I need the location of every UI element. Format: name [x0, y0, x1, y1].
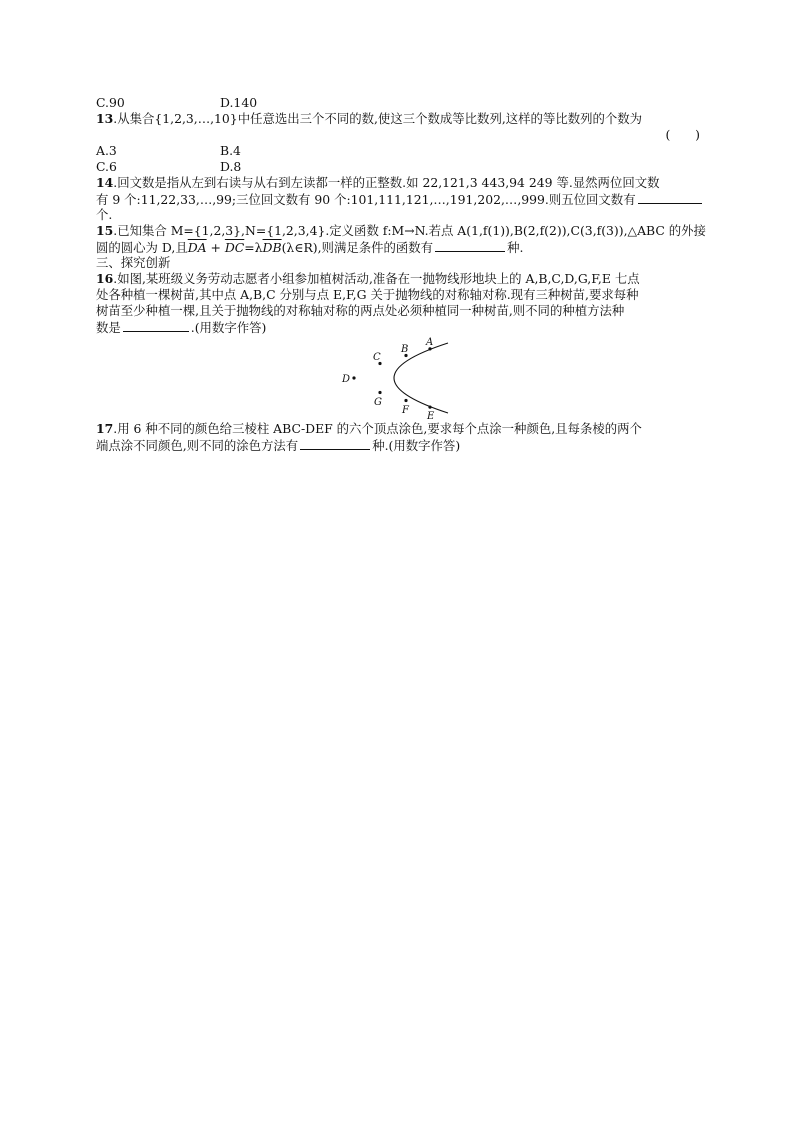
q14-line-3 [96, 207, 700, 223]
point-d-dot [352, 376, 355, 379]
q17-number: 17 [96, 421, 114, 436]
q16-text-4b: .(用数字作答) [190, 320, 267, 335]
q15-number: 15 [96, 223, 114, 238]
q15-line-1 [96, 223, 706, 239]
q12-option-d: D.140 [220, 95, 258, 110]
label-g: G [374, 397, 382, 408]
q14-answer-blank[interactable] [638, 191, 702, 204]
q13-options-row-1 [96, 143, 700, 159]
q12-options-row [96, 95, 700, 111]
vector-dc: $\overline{DC}$ [224, 240, 245, 255]
vector-da: $\overline{DA}$ [187, 240, 207, 255]
worksheet-page [96, 95, 706, 453]
q14-line-2 [96, 191, 700, 207]
q15-plus: + [206, 240, 225, 255]
q16-text-3: 树苗至少种植一棵,且关于抛物线的对称轴对称的两点处必须种植同一种树苗,则不同的种植方法种 [96, 303, 625, 318]
q15-text-2c: 种. [507, 240, 524, 255]
q16-number: 16 [96, 271, 114, 286]
section-header [96, 255, 700, 271]
q15-text-2a: 圆的圆心为 D,且 [96, 240, 188, 255]
point-g-dot [378, 391, 381, 394]
label-f: F [402, 405, 409, 416]
q16-line-4 [96, 319, 700, 335]
q17-text-2b: 种.(用数字作答) [372, 438, 461, 453]
q16-answer-blank[interactable] [123, 319, 189, 332]
section-title: 三、探究创新 [96, 255, 171, 270]
q13-answer-paren: ( ) [665, 127, 700, 142]
q15-line-2 [96, 239, 700, 255]
parabola-diagram [336, 335, 466, 421]
q13-option-a: A.3 [96, 143, 117, 158]
q15-text-2b: (λ∈R),则满足条件的函数有 [281, 240, 434, 255]
label-b: B [401, 344, 409, 355]
q13-number: 13 [96, 111, 114, 126]
q17-answer-blank[interactable] [300, 437, 370, 450]
q12-option-c: C.90 [96, 95, 125, 110]
q17-text-2a: 端点涂不同颜色,则不同的涂色方法有 [96, 438, 299, 453]
q17-line-1 [96, 421, 700, 437]
vector-db: $\overline{DB}$ [262, 240, 282, 255]
q14-text-2: 有 9 个:11,22,33,…,99;三位回文数有 90 个:101,111,121,…,191,202,…,999.则五位回文数有 [96, 192, 636, 207]
point-f-dot [404, 399, 407, 402]
label-e: E [427, 411, 435, 421]
q16-line-1 [96, 271, 700, 287]
q13-option-b: B.4 [220, 143, 241, 158]
q14-text-3: 个. [96, 207, 113, 222]
q15-text-1: .已知集合 M={1,2,3},N={1,2,3,4}.定义函数 f:M→N.若点 A(1,f(1)),B(2,f(2)),C(3,f(3)),△ABC 的外接 [113, 223, 706, 238]
q13-option-d: D.8 [220, 159, 242, 174]
label-c: C [373, 352, 381, 363]
label-d: D [342, 374, 351, 385]
q17-line-2 [96, 437, 700, 453]
q15-eq: =λ [244, 240, 263, 255]
q14-number: 14 [96, 175, 114, 190]
q16-text-4a: 数是 [96, 320, 121, 335]
q14-text-1: .回文数是指从左到右读与从右到左读都一样的正整数.如 22,121,3 443,94 249 等.显然两位回文数 [113, 175, 660, 190]
q13-stem [96, 111, 700, 127]
q13-paren-row [96, 127, 700, 143]
q13-option-c: C.6 [96, 159, 117, 174]
q16-line-2 [96, 287, 700, 303]
q13-options-row-2 [96, 159, 700, 175]
q16-line-3 [96, 303, 700, 319]
label-a: A [426, 337, 434, 348]
point-e-dot [428, 406, 431, 409]
q15-answer-blank[interactable] [435, 239, 505, 252]
q16-text-2: 处各种植一棵树苗,其中点 A,B,C 分别与点 E,F,G 关于抛物线的对称轴对称.现有三种树苗,要求每种 [96, 287, 639, 302]
q16-text-1: .如图,某班级义务劳动志愿者小组参加植树活动,准备在一抛物线形地块上的 A,B,C,D,G,F,E 七点 [113, 271, 640, 286]
parabola-figure [96, 335, 700, 421]
q14-line-1 [96, 175, 700, 191]
q13-text: .从集合{1,2,3,…,10}中任意选出三个不同的数,使这三个数成等比数列,这样的等比数列的个数为 [113, 111, 643, 126]
q17-text-1: .用 6 种不同的颜色给三棱柱 ABC-DEF 的六个顶点涂色,要求每个点涂一种颜色,且每条棱的两个 [113, 421, 642, 436]
